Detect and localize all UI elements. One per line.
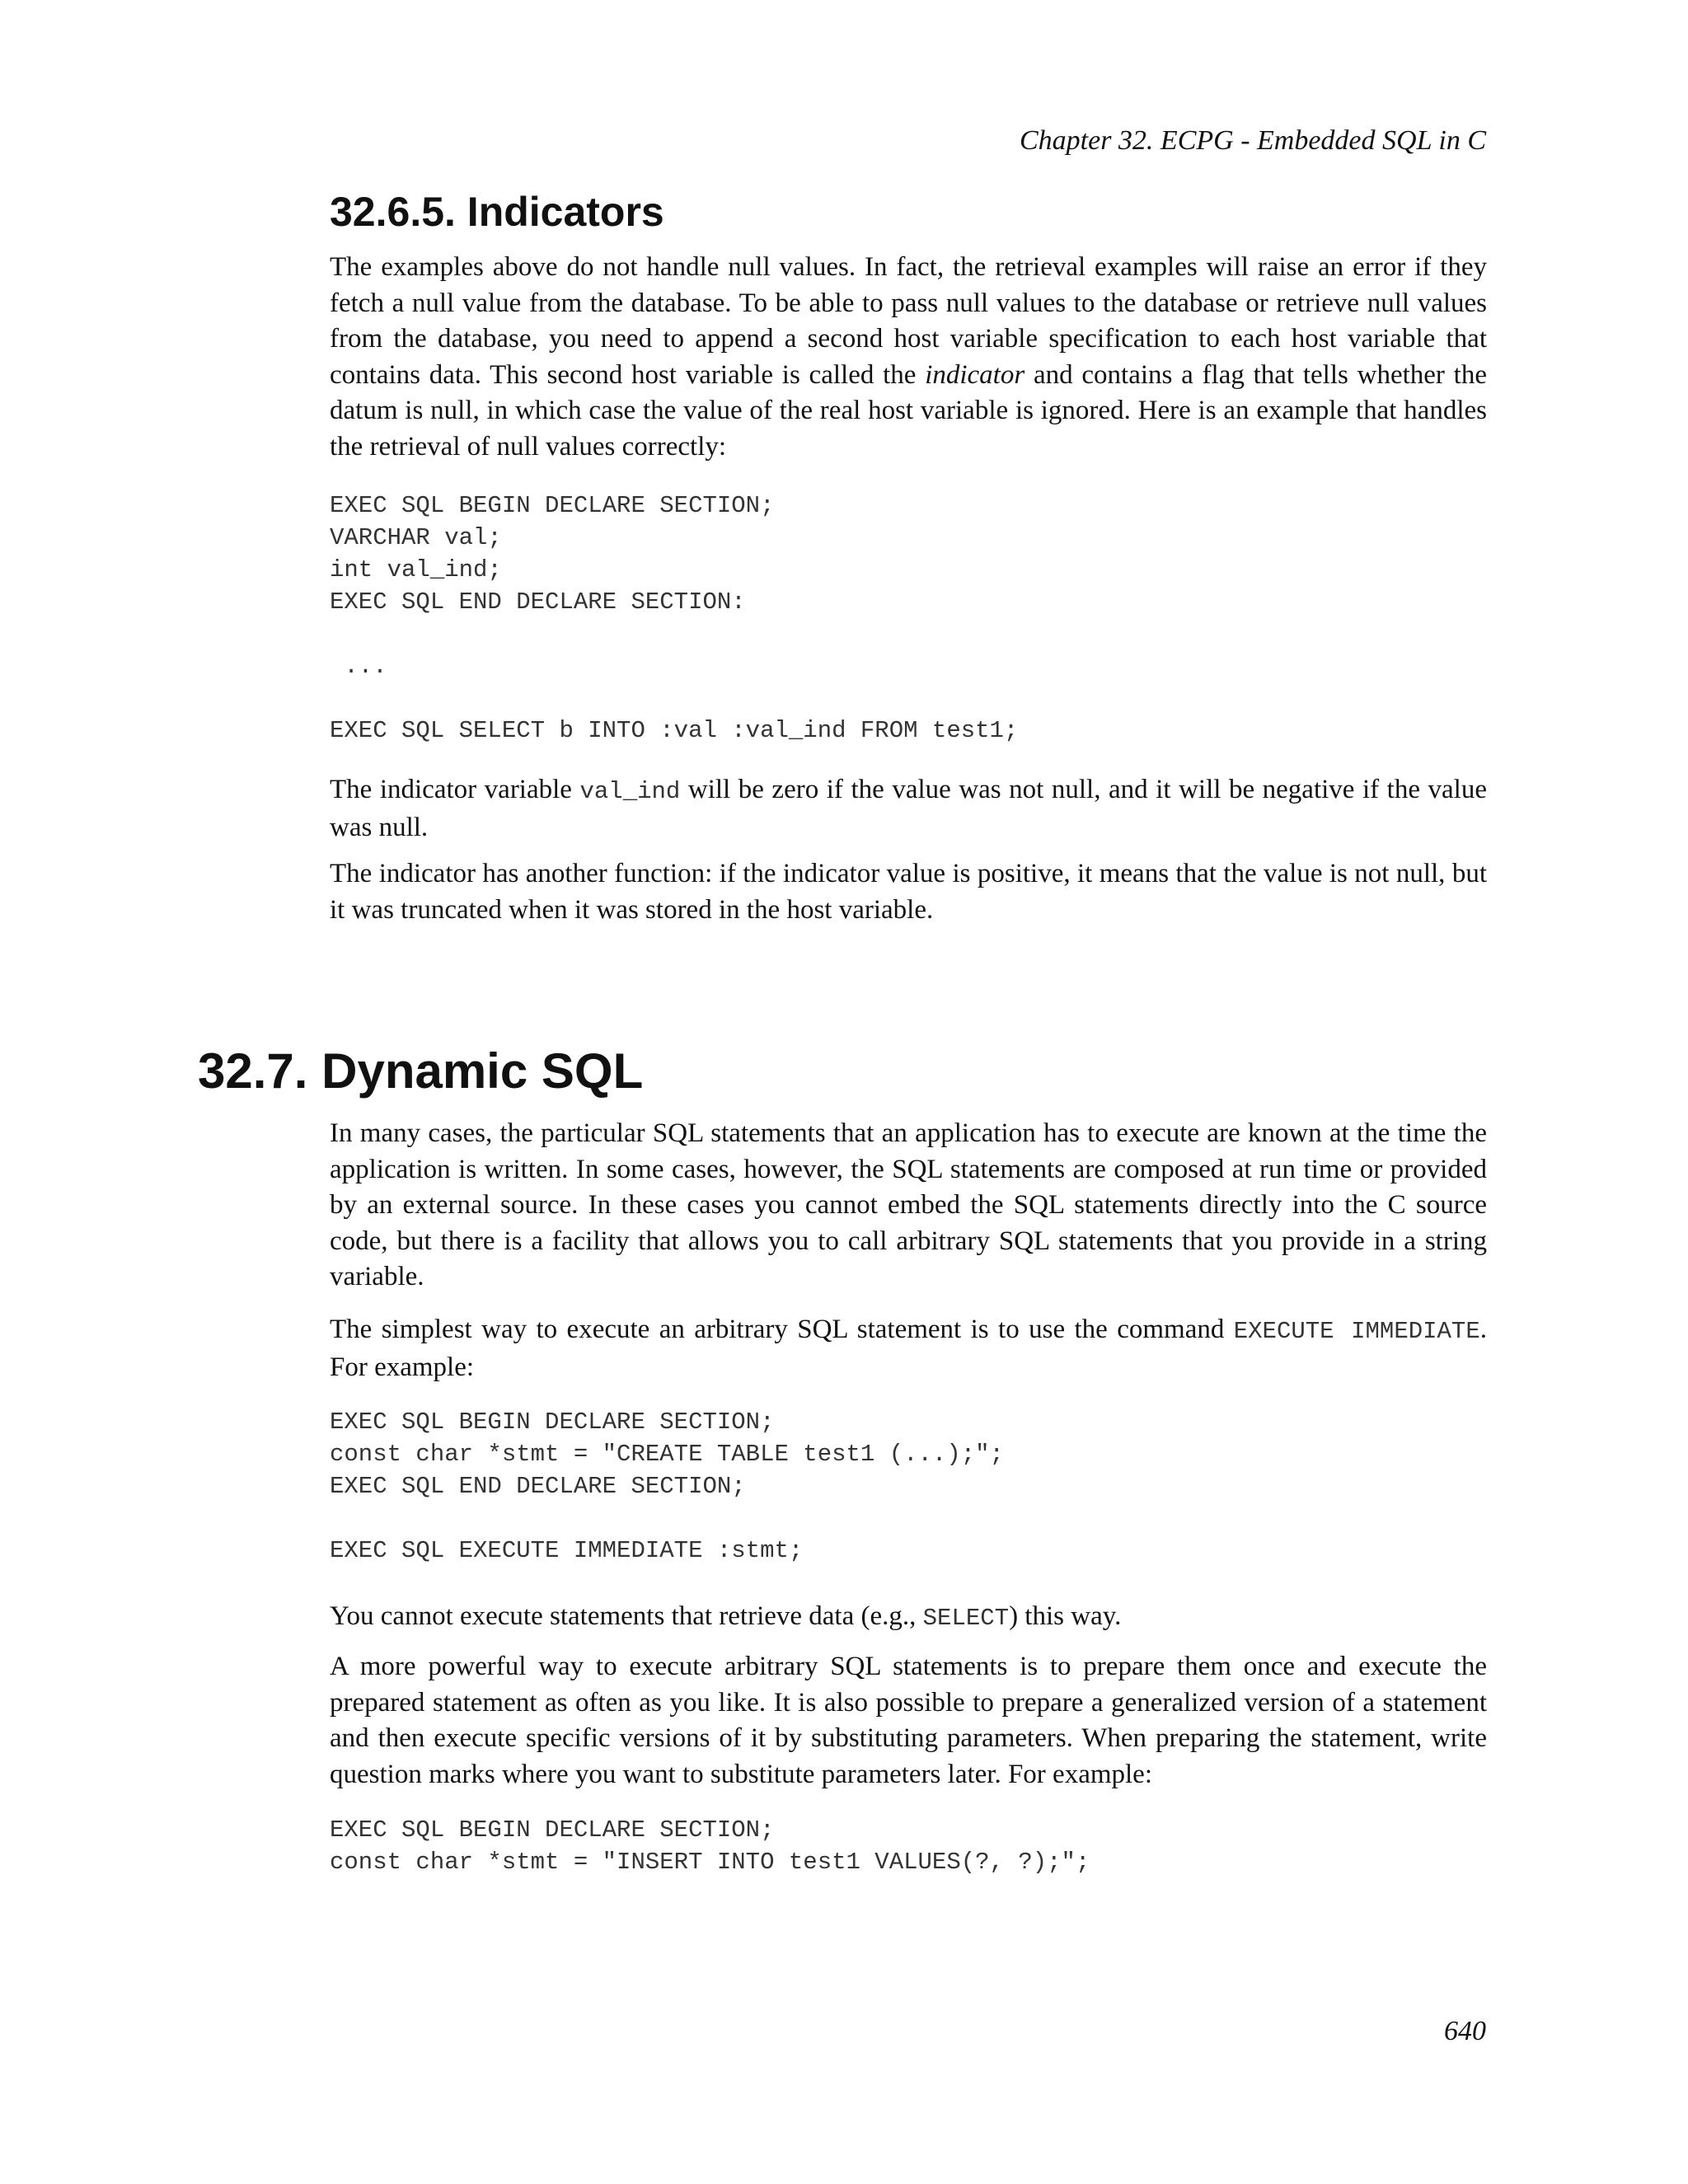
paragraph-text: The examples above do not handle null values. In fact, the retrieval examples will raise an error if they fetch a null value from the database. To be able to pass null values to the database or retrieve null values from the database, you need to append a second host variable specification to each host variable that contains data. This second host variable is called the: [330, 252, 1487, 390]
paragraph-text: and contains a flag that tells whether the datum is null, in which case the value of the real host variable is ignored. Here is an example that handles the retrieval of null values correctly:: [330, 359, 1487, 462]
dynamic-sql-paragraph-4-block: [330, 1649, 1487, 1793]
inline-code: val_ind: [579, 778, 681, 805]
code-listing-execute-immediate: EXEC SQL BEGIN DECLARE SECTION; const char *stmt = "CREATE TABLE test1 (...);"; EXEC SQL END DECLARE SECTION; EXEC SQL EXECUTE IMMEDIATE :stmt;: [330, 1408, 1004, 1564]
dynamic-sql-paragraph-1-block: [330, 1116, 1487, 1296]
code-listing-indicators: EXEC SQL BEGIN DECLARE SECTION; VARCHAR val; int val_ind; EXEC SQL END DECLARE SECTION: ... EXEC SQL SELECT b INTO :val :val_ind FROM test1;: [330, 492, 1019, 744]
dynamic-sql-paragraph-2: [330, 1312, 1487, 1385]
dynamic-sql-paragraph-3-block: [330, 1599, 1487, 1637]
page-number: 640: [1444, 2016, 1486, 2046]
dynamic-sql-paragraph-4: A more powerful way to execute arbitrary SQL statements is to prepare them once and execute the prepared statement as often as you like. It is also possible to prepare a generalized version of a statement and then execute specific versions of it by substituting parameters. When preparing the statement, write question marks where you want to substitute parameters later. For example:: [330, 1652, 1487, 1789]
dynamic-sql-paragraph-2-block: [330, 1312, 1487, 1385]
paragraph-text: The simplest way to execute an arbitrary SQL statement is to use the command: [330, 1315, 1234, 1344]
section-heading-dynamic-sql: 32.7. Dynamic SQL: [198, 1043, 644, 1099]
section-heading-indicators: 32.6.5. Indicators: [330, 189, 664, 235]
dynamic-sql-code-block-2: [330, 1814, 1487, 1878]
paragraph-text: will be zero if the value was not null, and it will be negative if the value was null.: [330, 775, 1487, 842]
paragraph-text: You cannot execute statements that retrieve data (e.g.,: [330, 1601, 923, 1631]
inline-code: EXECUTE IMMEDIATE: [1233, 1318, 1480, 1345]
indicators-paragraph-1: [330, 250, 1487, 465]
paragraph-text: The indicator variable: [330, 775, 580, 804]
indicators-code-block: [330, 490, 1487, 747]
indicators-paragraph-3: The indicator has another function: if the indicator value is positive, it means that the value is not null, but it was truncated when it was stored in the host variable.: [330, 859, 1487, 925]
dynamic-sql-paragraph-1: In many cases, the particular SQL statements that an application has to execute are known at the time the application is written. In some cases, however, the SQL statements are composed at run time or provided by an external source. In these cases you cannot embed the SQL statements directly into the C source code, but there is a facility that allows you to call arbitrary SQL statements that you provide in a string variable.: [330, 1118, 1487, 1291]
code-listing-prepare: EXEC SQL BEGIN DECLARE SECTION; const char *stmt = "INSERT INTO test1 VALUES(?, ?);";: [330, 1816, 1090, 1876]
emphasis-term: indicator: [925, 359, 1025, 390]
paragraph-text: . For example:: [330, 1315, 1487, 1382]
paragraph-text: ) this way.: [1009, 1601, 1122, 1631]
indicators-paragraph-2-block: [330, 772, 1487, 846]
indicators-paragraph-3-block: [330, 856, 1487, 928]
indicators-paragraph-2: [330, 772, 1487, 846]
dynamic-sql-paragraph-3: [330, 1599, 1487, 1637]
running-header: Chapter 32. ECPG - Embedded SQL in C: [1019, 125, 1486, 156]
dynamic-sql-code-block-1: [330, 1406, 1487, 1567]
inline-code: SELECT: [922, 1605, 1010, 1632]
indicators-intro-block: [330, 250, 1487, 465]
